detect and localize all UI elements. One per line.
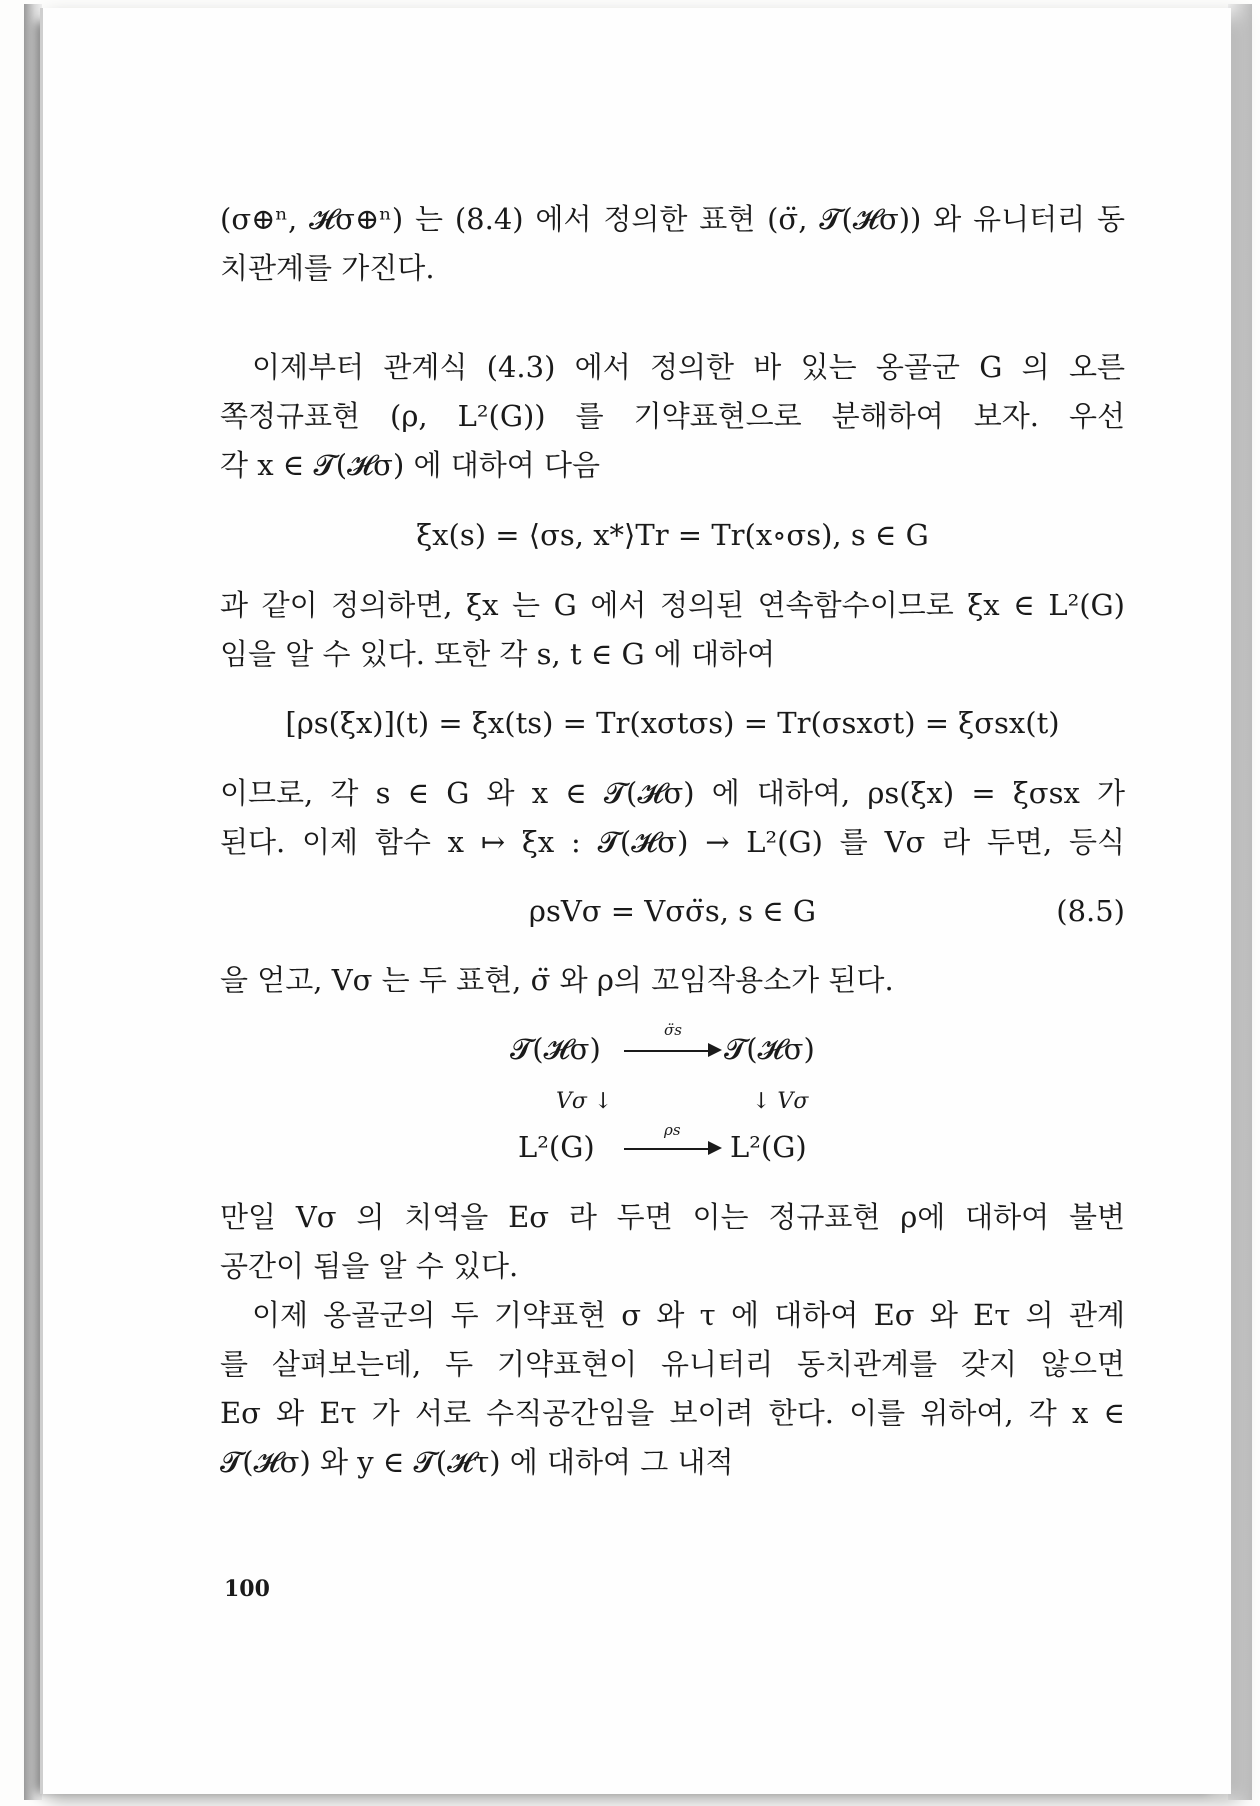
text-line: 이제 옹골군의 두 기약표현 σ 와 τ 에 대하여 Eσ 와 Eτ 의 관계 <box>252 1298 1125 1332</box>
diagram-bottom-arrow-label: ρs <box>664 1121 681 1139</box>
text-line: 만일 Vσ 의 치역을 Eσ 라 두면 이는 정규표현 ρ에 대하여 불변 <box>220 1200 1125 1234</box>
page-edge-right <box>1228 4 1252 1800</box>
text-line: 임을 알 수 있다. 또한 각 s, t ∈ G 에 대하여 <box>220 637 776 671</box>
diagram-bottom-right: L²(G) <box>730 1130 807 1164</box>
diagram-bottom-left: L²(G) <box>518 1130 595 1164</box>
text-line: 을 얻고, Vσ 는 두 표현, σ̈ 와 ρ의 꼬임작용소가 된다. <box>220 963 894 997</box>
text-line: 치관계를 가진다. <box>220 251 435 285</box>
diagram-left-arrow-label: Vσ ↓ <box>556 1089 613 1114</box>
diagram-top-arrow <box>624 1050 712 1052</box>
diagram-top-arrow-head <box>708 1043 722 1057</box>
text-line: 𝓣(𝓗σ) 와 y ∈ 𝓣(𝓗τ) 에 대하여 그 내적 <box>220 1445 734 1479</box>
text-line: 과 같이 정의하면, ξx 는 G 에서 정의된 연속함수이므로 ξx ∈ L²(G) <box>220 588 1125 622</box>
text-line: 공간이 됨을 알 수 있다. <box>220 1249 519 1283</box>
text-line: 쪽정규표현 (ρ, L²(G)) 를 기약표현으로 분해하여 보자. 우선 <box>220 399 1125 433</box>
equation-intertwining: ρsVσ = Vσσ̈s, s ∈ G <box>528 894 817 928</box>
text-line: 된다. 이제 함수 x ↦ ξx : 𝓣(𝓗σ) → L²(G) 를 Vσ 라 두면, 등식 <box>220 825 1125 859</box>
equation-rho-action: [ρs(ξx)](t) = ξx(ts) = Tr(xσtσs) = Tr(σsxσt) = ξσsx(t) <box>285 706 1060 740</box>
text-line: 이므로, 각 s ∈ G 와 x ∈ 𝓣(𝓗σ) 에 대하여, ρs(ξx) = ξσsx 가 <box>220 776 1125 810</box>
diagram-bottom-arrow-head <box>708 1141 722 1155</box>
text-line: Eσ 와 Eτ 가 서로 수직공간임을 보이려 한다. 이를 위하여, 각 x ∈ <box>220 1396 1125 1430</box>
diagram-top-right: 𝓣(𝓗σ) <box>724 1032 815 1066</box>
page-number: 100 <box>224 1576 270 1602</box>
text-line: 를 살펴보는데, 두 기약표현이 유니터리 동치관계를 갖지 않으면 <box>220 1347 1125 1381</box>
equation-number: (8.5) <box>1056 894 1125 928</box>
diagram-right-arrow-label: ↓ Vσ <box>752 1089 809 1114</box>
text-line: 각 x ∈ 𝓣(𝓗σ) 에 대하여 다음 <box>220 448 601 482</box>
diagram-top-left: 𝓣(𝓗σ) <box>510 1032 601 1066</box>
diagram-bottom-arrow <box>624 1148 712 1150</box>
text-line: 이제부터 관계식 (4.3) 에서 정의한 바 있는 옹골군 G 의 오른 <box>252 350 1125 384</box>
text-line: (σ⊕ⁿ, 𝓗σ⊕ⁿ) 는 (8.4) 에서 정의한 표현 (σ̈, 𝓣(𝓗σ)) 와 유니터리 동 <box>220 202 1125 236</box>
equation-xi-definition: ξx(s) = ⟨σs, x*⟩Tr = Tr(x∘σs), s ∈ G <box>416 518 929 552</box>
diagram-top-arrow-label: σ̈s <box>664 1021 682 1039</box>
